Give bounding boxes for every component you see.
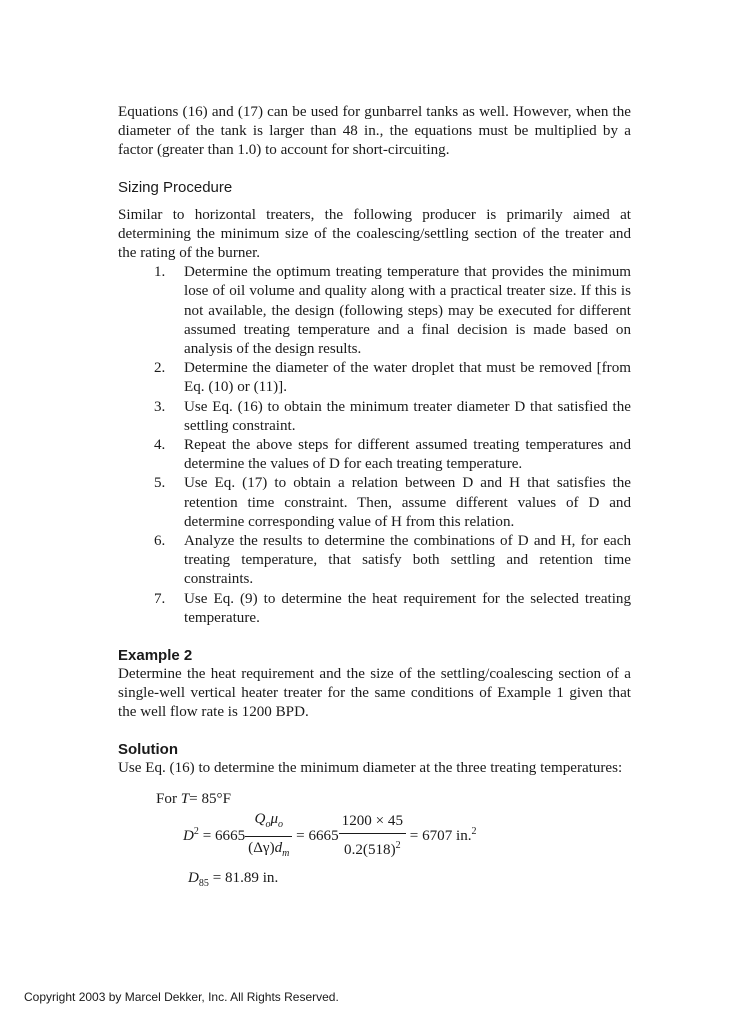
diameter-equation: $D^2 = 6665$ $\frac{Q_o\mu_o}{(\Delta\gamma)d_m}$ = 6665 $\frac{1200 \times 45}{0.2(518)^2}$ = 6707 in.$^2$: [118, 810, 631, 863]
step-item: 3. Use Eq. (16) to obtain the minimum treater diameter D that satisfied the settling constraint.: [154, 398, 631, 434]
step-item: 2. Determine the diameter of the water droplet that must be removed [from Eq. (10) or (11)].: [154, 360, 631, 396]
step-item: 5. Use Eq. (17) to obtain a relation between D and H that satisfies the retention time constraint. Then, assume different values of D and determine corresponding value of H from this relation.: [154, 475, 631, 530]
d85-result: $D_{85} = 81.89$ in.: [188, 869, 279, 889]
step-item: 7. Use Eq. (9) to determine the heat requirement for the selected treating temperature.: [154, 590, 631, 626]
solution-paragraph: Use Eq. (16) to determine the minimum diameter at the three treating temperatures:: [118, 759, 623, 776]
step-item: 1. Determine the optimum treating temperature that provides the minimum lose of oil volume and quality along with a practical treater size. If this is not available, the design (following steps) may be executed for different assumed treating temperature and a final decision is made based on analysis of the design results.: [154, 264, 631, 358]
numeric-fraction: $\frac{1200 \times 45}{0.2(518)^2}$: [339, 812, 406, 860]
symbolic-fraction: $\frac{Q_o\mu_o}{(\Delta\gamma)d_m}$: [245, 810, 292, 863]
procedure-steps: [118, 263, 631, 628]
temperature-line: For T= 85°F: [156, 790, 231, 807]
example-paragraph: Determine the heat requirement and the size of the settling/coalescing section of a single-well vertical heater treater for the same conditions of Example 1 given that the well flow rate is 1200 BPD.: [118, 666, 631, 721]
example-heading: Example 2: [118, 647, 193, 665]
sizing-procedure-heading: Sizing Procedure: [118, 178, 233, 196]
step-item: 4. Repeat the above steps for different assumed treating temperatures and determine the values of D for each treating temperature.: [154, 437, 631, 473]
intro-paragraph: Equations (16) and (17) can be used for gunbarrel tanks as well. However, when the diameter of the tank is larger than 48 in., the equations must be multiplied by a factor (greater than 1.0) to account for short-circuiting.: [118, 104, 631, 159]
step-item: 6. Analyze the results to determine the combinations of D and H, for each treating temperature, that satisfy both settling and retention time constraints.: [154, 533, 631, 588]
copyright-footer: Copyright 2003 by Marcel Dekker, Inc. All Rights Reserved.: [24, 990, 339, 1004]
sizing-paragraph: Similar to horizontal treaters, the following producer is primarily aimed at determining the minimum size of the coalescing/settling section of the treater and the rating of the burner.: [118, 206, 631, 262]
document-page: [118, 103, 631, 893]
solution-heading: Solution: [118, 740, 178, 758]
